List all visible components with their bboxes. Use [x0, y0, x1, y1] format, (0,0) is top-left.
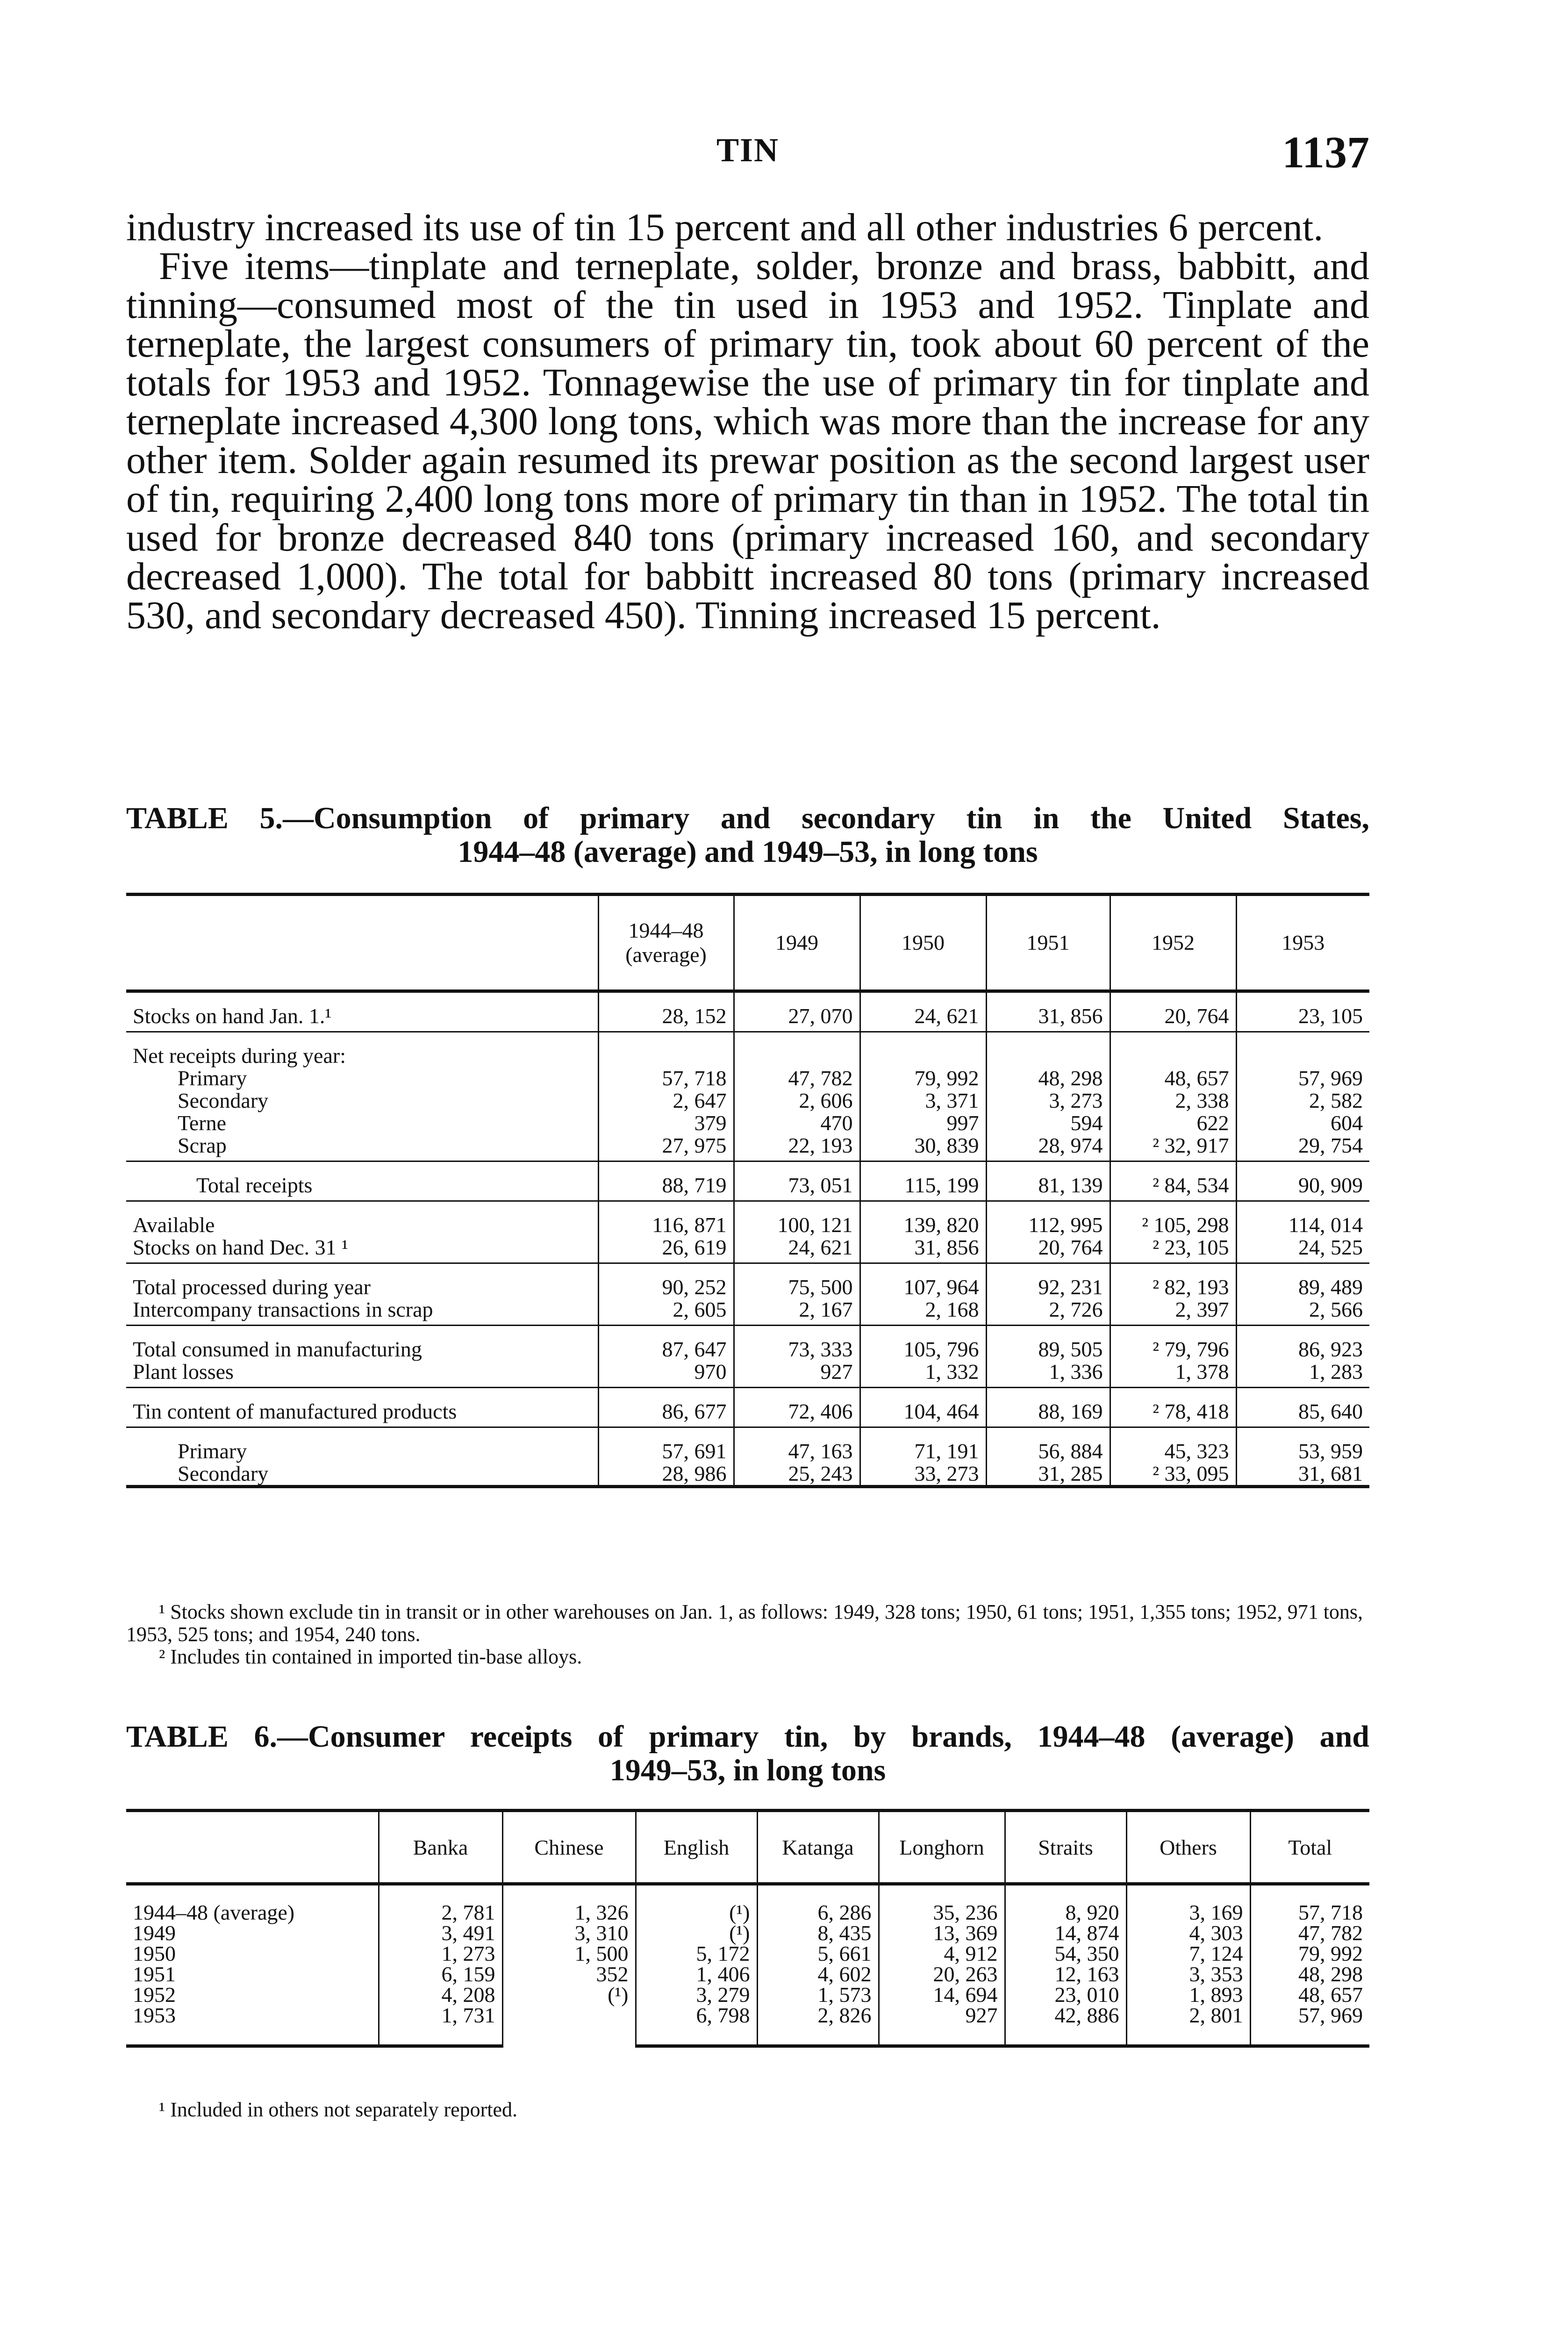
table5-cell: 24, 621 — [734, 1236, 860, 1263]
table5-cell: 47, 782 — [734, 1067, 860, 1090]
table6-cell: 1, 326 — [502, 1884, 636, 1923]
table5-cell: 22, 193 — [734, 1134, 860, 1161]
table6-cell: 352 — [502, 1964, 636, 1985]
table5-cell: 2, 605 — [598, 1298, 734, 1326]
table5-cell: 3, 371 — [860, 1090, 986, 1112]
table5-col-header: 1950 — [860, 895, 986, 991]
table5-row — [126, 1298, 1369, 1326]
table6-cell: 20, 263 — [879, 1964, 1005, 1985]
table6-col-header: Katanga — [757, 1811, 879, 1884]
table5-cell: 2, 582 — [1236, 1090, 1369, 1112]
table6-row-label: 1950 — [133, 1942, 176, 1965]
table5-row-label: Tin content of manufactured products — [126, 1388, 598, 1427]
table5-row — [126, 1388, 1369, 1427]
table5-cell: 1, 332 — [860, 1361, 986, 1388]
table5-cell: 114, 014 — [1236, 1201, 1369, 1237]
table5-row — [126, 1361, 1369, 1388]
table5-cell: 86, 923 — [1236, 1326, 1369, 1361]
table5-cell: 72, 406 — [734, 1388, 860, 1427]
table5-cell: 31, 856 — [986, 991, 1110, 1032]
table5-cell: 57, 969 — [1236, 1067, 1369, 1090]
table5-row — [126, 1236, 1369, 1263]
table6-row — [126, 2005, 1369, 2046]
paragraph-2: Five items—tinplate and terneplate, solder, bronze and brass, babbitt, and tinning—consumed most of the tin used in 1953 and 1952. Tinplate and terneplate, the largest consumers of primary tin, took about 60 percent of the totals for 1953 and 1952. Tonnagewise the use of primary tin for tinplate and terneplate increased 4,300 long tons, which was more than the increase for any other item. Solder again resumed its prewar position as the second largest user of tin, requiring 2,400 long tons more of primary tin than in 1952. The total tin used for bronze decreased 840 tons (primary increased 160, and secondary decreased 1,000). The total for babbitt increased 80 tons (primary increased 530, and secondary decreased 450). Tinning increased 15 percent. — [126, 244, 1369, 637]
table6-cell: 14, 874 — [1005, 1923, 1126, 1943]
table5-cell: 79, 992 — [860, 1067, 986, 1090]
table5-cell: 25, 243 — [734, 1462, 860, 1487]
table5-cell: 970 — [598, 1361, 734, 1388]
table5-cell: ² 78, 418 — [1110, 1388, 1236, 1427]
table6-cell: 3, 353 — [1126, 1964, 1250, 1985]
table6-row-label: 1953 — [126, 2005, 379, 2046]
table6-caption-line2: 1949–53, in long tons — [609, 1753, 886, 1787]
table6-cell: 1, 893 — [1126, 1985, 1250, 2005]
table5-cell: 116, 871 — [598, 1201, 734, 1237]
table5-cell: 2, 606 — [734, 1090, 860, 1112]
table5-row-label: Secondary — [126, 1462, 598, 1487]
table5-cell — [734, 1032, 860, 1068]
table5-cell: 20, 764 — [1110, 991, 1236, 1032]
table6-cell: 4, 912 — [879, 1943, 1005, 1964]
table5-header-row — [126, 895, 1369, 991]
table5-cell: 86, 677 — [598, 1388, 734, 1427]
table6-cell: 1, 273 — [379, 1943, 502, 1964]
table5-row — [126, 991, 1369, 1032]
table5-cell: 92, 231 — [986, 1263, 1110, 1299]
table6-col-header: Banka — [379, 1811, 502, 1884]
table6-cell: 927 — [879, 2005, 1005, 2046]
table6-header-row — [126, 1811, 1369, 1884]
table5-cell: 2, 168 — [860, 1298, 986, 1326]
table6-col-header: English — [636, 1811, 757, 1884]
table6-caption-line1: TABLE 6.—Consumer receipts of primary tin, by brands, 1944–48 (average) and — [126, 1720, 1369, 1754]
table6-cell: 2, 801 — [1126, 2005, 1250, 2046]
table5-cell: 100, 121 — [734, 1201, 860, 1237]
page-header — [126, 126, 1369, 178]
table5-row — [126, 1462, 1369, 1487]
table5-cell: ² 84, 534 — [1110, 1161, 1236, 1201]
table6-cell: 4, 208 — [379, 1985, 502, 2005]
table5-cell: 997 — [860, 1112, 986, 1134]
table5-cell: 23, 105 — [1236, 991, 1369, 1032]
table5-cell: 31, 856 — [860, 1236, 986, 1263]
table6 — [126, 1809, 1369, 2048]
table5-row-label: Stocks on hand Dec. 31 ¹ — [126, 1236, 598, 1263]
table5-cell — [986, 1032, 1110, 1068]
table5-cell: 47, 163 — [734, 1427, 860, 1463]
table5-cell: 28, 974 — [986, 1134, 1110, 1161]
table5-cell: 33, 273 — [860, 1462, 986, 1487]
table5-cell: 31, 285 — [986, 1462, 1110, 1487]
table6-col-header: Straits — [1005, 1811, 1126, 1884]
table5-row-label: Scrap — [126, 1134, 598, 1161]
paragraph-1: industry increased its use of tin 15 percent and all other industries 6 percent. — [126, 206, 1324, 249]
table6-cell: 5, 661 — [757, 1943, 879, 1964]
table6-cell: 79, 992 — [1250, 1943, 1369, 1964]
table5-cell: 89, 505 — [986, 1326, 1110, 1361]
table5-cell: 1, 336 — [986, 1361, 1110, 1388]
table6-cell: (¹) — [636, 1884, 757, 1923]
table6-row-label: 1951 — [133, 1962, 176, 1986]
table5-cell: 53, 959 — [1236, 1427, 1369, 1463]
table5-row — [126, 1067, 1369, 1090]
table5-col-header: 1951 — [986, 895, 1110, 991]
table5-cell: ² 32, 917 — [1110, 1134, 1236, 1161]
table5-cell: 73, 051 — [734, 1161, 860, 1201]
table6-footnote-1: ¹ Included in others not separately reported. — [159, 2098, 518, 2121]
table5-cell: 26, 619 — [598, 1236, 734, 1263]
table6-cell: 3, 279 — [636, 1985, 757, 2005]
page-number: 1137 — [1282, 127, 1369, 177]
table5-row — [126, 1161, 1369, 1201]
table5-cell: 604 — [1236, 1112, 1369, 1134]
table6-row — [126, 1923, 1369, 1943]
table5-row-label: Terne — [178, 1111, 227, 1135]
body-text — [126, 208, 1369, 635]
table5-row — [126, 1090, 1369, 1112]
table6-cell: 13, 369 — [879, 1923, 1005, 1943]
table5-cell: 2, 647 — [598, 1090, 734, 1112]
table5-cell: 90, 252 — [598, 1263, 734, 1299]
table5-cell: 115, 199 — [860, 1161, 986, 1201]
table5-cell: 57, 691 — [598, 1427, 734, 1463]
table6-cell: 12, 163 — [1005, 1964, 1126, 1985]
table5-row — [126, 1263, 1369, 1299]
table5-cell: 29, 754 — [1236, 1134, 1369, 1161]
table6-stub-header — [126, 1811, 379, 1884]
table5-cell: 139, 820 — [860, 1201, 986, 1237]
table5-cell: 28, 986 — [598, 1462, 734, 1487]
table5-row-label: Secondary — [178, 1089, 269, 1112]
table6-row-label: 1949 — [133, 1921, 176, 1945]
table6-cell: 2, 826 — [757, 2005, 879, 2046]
table6-cell: 57, 718 — [1250, 1884, 1369, 1923]
table5-stub-header — [126, 895, 598, 991]
table5-cell: 2, 167 — [734, 1298, 860, 1326]
table5 — [126, 893, 1369, 1488]
table5-cell: 379 — [598, 1112, 734, 1134]
table5-cell — [598, 1032, 734, 1068]
table6-cell: 6, 286 — [757, 1884, 879, 1923]
table5-cell: 927 — [734, 1361, 860, 1388]
table6-cell: 35, 236 — [879, 1884, 1005, 1923]
table5-cell: 2, 566 — [1236, 1298, 1369, 1326]
table6-row-label: 1944–48 (average) — [133, 1900, 295, 1924]
table6-col-header: Chinese — [502, 1811, 636, 1884]
table5-cell: 24, 621 — [860, 991, 986, 1032]
table6-cell: 57, 969 — [1250, 2005, 1369, 2046]
table5-cell: 112, 995 — [986, 1201, 1110, 1237]
table5-row-label: Stocks on hand Jan. 1.¹ — [126, 991, 598, 1032]
table5-row-label: Intercompany transactions in scrap — [126, 1298, 598, 1326]
table6-cell — [502, 2005, 636, 2046]
table6-cell: 6, 798 — [636, 2005, 757, 2046]
table6-row — [126, 1964, 1369, 1985]
table6-cell: 1, 500 — [502, 1943, 636, 1964]
table5-row — [126, 1032, 1369, 1068]
table5-row-label: Primary — [178, 1066, 247, 1090]
table6-cell: 1, 731 — [379, 2005, 502, 2046]
table5-row-label: Net receipts during year: — [133, 1044, 346, 1068]
table5-cell: 622 — [1110, 1112, 1236, 1134]
table5-cell: 2, 397 — [1110, 1298, 1236, 1326]
table5-cell: 594 — [986, 1112, 1110, 1134]
table5-cell: 48, 298 — [986, 1067, 1110, 1090]
table5-row — [126, 1201, 1369, 1237]
table5-cell: ² 82, 193 — [1110, 1263, 1236, 1299]
table6-col-header: Others — [1126, 1811, 1250, 1884]
table5-cell: 71, 191 — [860, 1427, 986, 1463]
table5-cell: 30, 839 — [860, 1134, 986, 1161]
table5-cell: 27, 975 — [598, 1134, 734, 1161]
table6-cell: 4, 303 — [1126, 1923, 1250, 1943]
table6-row — [126, 1943, 1369, 1964]
table5-cell: 20, 764 — [986, 1236, 1110, 1263]
table5-footnote-2: ² Includes tin contained in imported tin-base alloys. — [159, 1645, 582, 1668]
table6-cell: 1, 406 — [636, 1964, 757, 1985]
table6-row — [126, 1985, 1369, 2005]
table5-cell: 2, 726 — [986, 1298, 1110, 1326]
table6-cell: 48, 298 — [1250, 1964, 1369, 1985]
table5-cell: 85, 640 — [1236, 1388, 1369, 1427]
table6-cell: 54, 350 — [1005, 1943, 1126, 1964]
table6-cell: 5, 172 — [636, 1943, 757, 1964]
table5-cell: 470 — [734, 1112, 860, 1134]
table6-cell: 47, 782 — [1250, 1923, 1369, 1943]
table6-cell: 8, 435 — [757, 1923, 879, 1943]
table5-cell: 2, 338 — [1110, 1090, 1236, 1112]
table5-cell: ² 23, 105 — [1110, 1236, 1236, 1263]
table5-cell: 107, 964 — [860, 1263, 986, 1299]
table5-caption-line2: 1944–48 (average) and 1949–53, in long tons — [458, 835, 1038, 869]
table6-row — [126, 1884, 1369, 1923]
table5-cell — [1110, 1032, 1236, 1068]
table6-cell: 42, 886 — [1005, 2005, 1126, 2046]
table6-cell: 23, 010 — [1005, 1985, 1126, 2005]
table5-row-label: Plant losses — [126, 1361, 598, 1388]
table6-col-header: Total — [1250, 1811, 1369, 1884]
table6-cell: 7, 124 — [1126, 1943, 1250, 1964]
table5-col-header: 1949 — [734, 895, 860, 991]
table5-row-label: Available — [133, 1213, 215, 1237]
table5-cell: 3, 273 — [986, 1090, 1110, 1112]
table5-row — [126, 1326, 1369, 1361]
table5-cell: 45, 323 — [1110, 1427, 1236, 1463]
table5-cell: 28, 152 — [598, 991, 734, 1032]
table5-cell: 90, 909 — [1236, 1161, 1369, 1201]
table5-col-header: 1952 — [1110, 895, 1236, 991]
table5-col-header: 1944–48 (average) — [598, 895, 734, 991]
table5-row — [126, 1427, 1369, 1463]
table5-caption-line1: TABLE 5.—Consumption of primary and secondary tin in the United States, — [126, 801, 1369, 835]
table6-cell: 1, 573 — [757, 1985, 879, 2005]
table6-cell: (¹) — [502, 1985, 636, 2005]
table5-cell: 48, 657 — [1110, 1067, 1236, 1090]
table6-cell: 3, 310 — [502, 1923, 636, 1943]
table5-footnote-1: ¹ Stocks shown exclude tin in transit or in other warehouses on Jan. 1, as follows: 1949, 328 tons; 1950, 61 tons; 1951, 1,355 tons; 1952, 971 tons, 1953, 525 tons; and 1954, 240 tons. — [126, 1600, 1363, 1646]
table5-cell — [1236, 1032, 1369, 1068]
table6-cell: 14, 694 — [879, 1985, 1005, 2005]
table5-cell: ² 105, 298 — [1110, 1201, 1236, 1237]
table5-row-label: Total receipts — [126, 1161, 598, 1201]
table5-cell: 24, 525 — [1236, 1236, 1369, 1263]
table5-cell: 27, 070 — [734, 991, 860, 1032]
table5-row — [126, 1112, 1369, 1134]
table5-cell: ² 33, 095 — [1110, 1462, 1236, 1487]
table6-cell: 3, 169 — [1126, 1884, 1250, 1923]
table5-cell: 88, 169 — [986, 1388, 1110, 1427]
table5-cell: 31, 681 — [1236, 1462, 1369, 1487]
table5-cell: 57, 718 — [598, 1067, 734, 1090]
table5-cell: 1, 283 — [1236, 1361, 1369, 1388]
table6-cell: (¹) — [636, 1923, 757, 1943]
table5-cell: 1, 378 — [1110, 1361, 1236, 1388]
table5-row-label: Total processed during year — [133, 1275, 371, 1299]
table6-cell: 4, 602 — [757, 1964, 879, 1985]
table5-cell — [860, 1032, 986, 1068]
table5-cell: 87, 647 — [598, 1326, 734, 1361]
table5-cell: 56, 884 — [986, 1427, 1110, 1463]
table5-cell: 81, 139 — [986, 1161, 1110, 1201]
table6-cell: 3, 491 — [379, 1923, 502, 1943]
table5-cell: 88, 719 — [598, 1161, 734, 1201]
table5-row-label: Total consumed in manufacturing — [133, 1337, 422, 1361]
table6-cell: 8, 920 — [1005, 1884, 1126, 1923]
table6-col-header: Longhorn — [879, 1811, 1005, 1884]
table5-col-header: 1953 — [1236, 895, 1369, 991]
table5-cell: 89, 489 — [1236, 1263, 1369, 1299]
table5-cell: ² 79, 796 — [1110, 1326, 1236, 1361]
table5-cell: 105, 796 — [860, 1326, 986, 1361]
table5-cell: 75, 500 — [734, 1263, 860, 1299]
table6-footnotes — [126, 2099, 1369, 2121]
table5-cell: 104, 464 — [860, 1388, 986, 1427]
running-title: TIN — [716, 131, 780, 169]
table5-caption — [126, 802, 1369, 869]
table5-row — [126, 1134, 1369, 1161]
table5-cell: 73, 333 — [734, 1326, 860, 1361]
table6-cell: 6, 159 — [379, 1964, 502, 1985]
table6-cell: 2, 781 — [379, 1884, 502, 1923]
table5-row-label: Primary — [178, 1439, 247, 1463]
table6-caption — [126, 1720, 1369, 1787]
table6-row-label: 1952 — [133, 1983, 176, 2007]
table6-cell: 48, 657 — [1250, 1985, 1369, 2005]
table5-footnotes — [126, 1601, 1369, 1668]
